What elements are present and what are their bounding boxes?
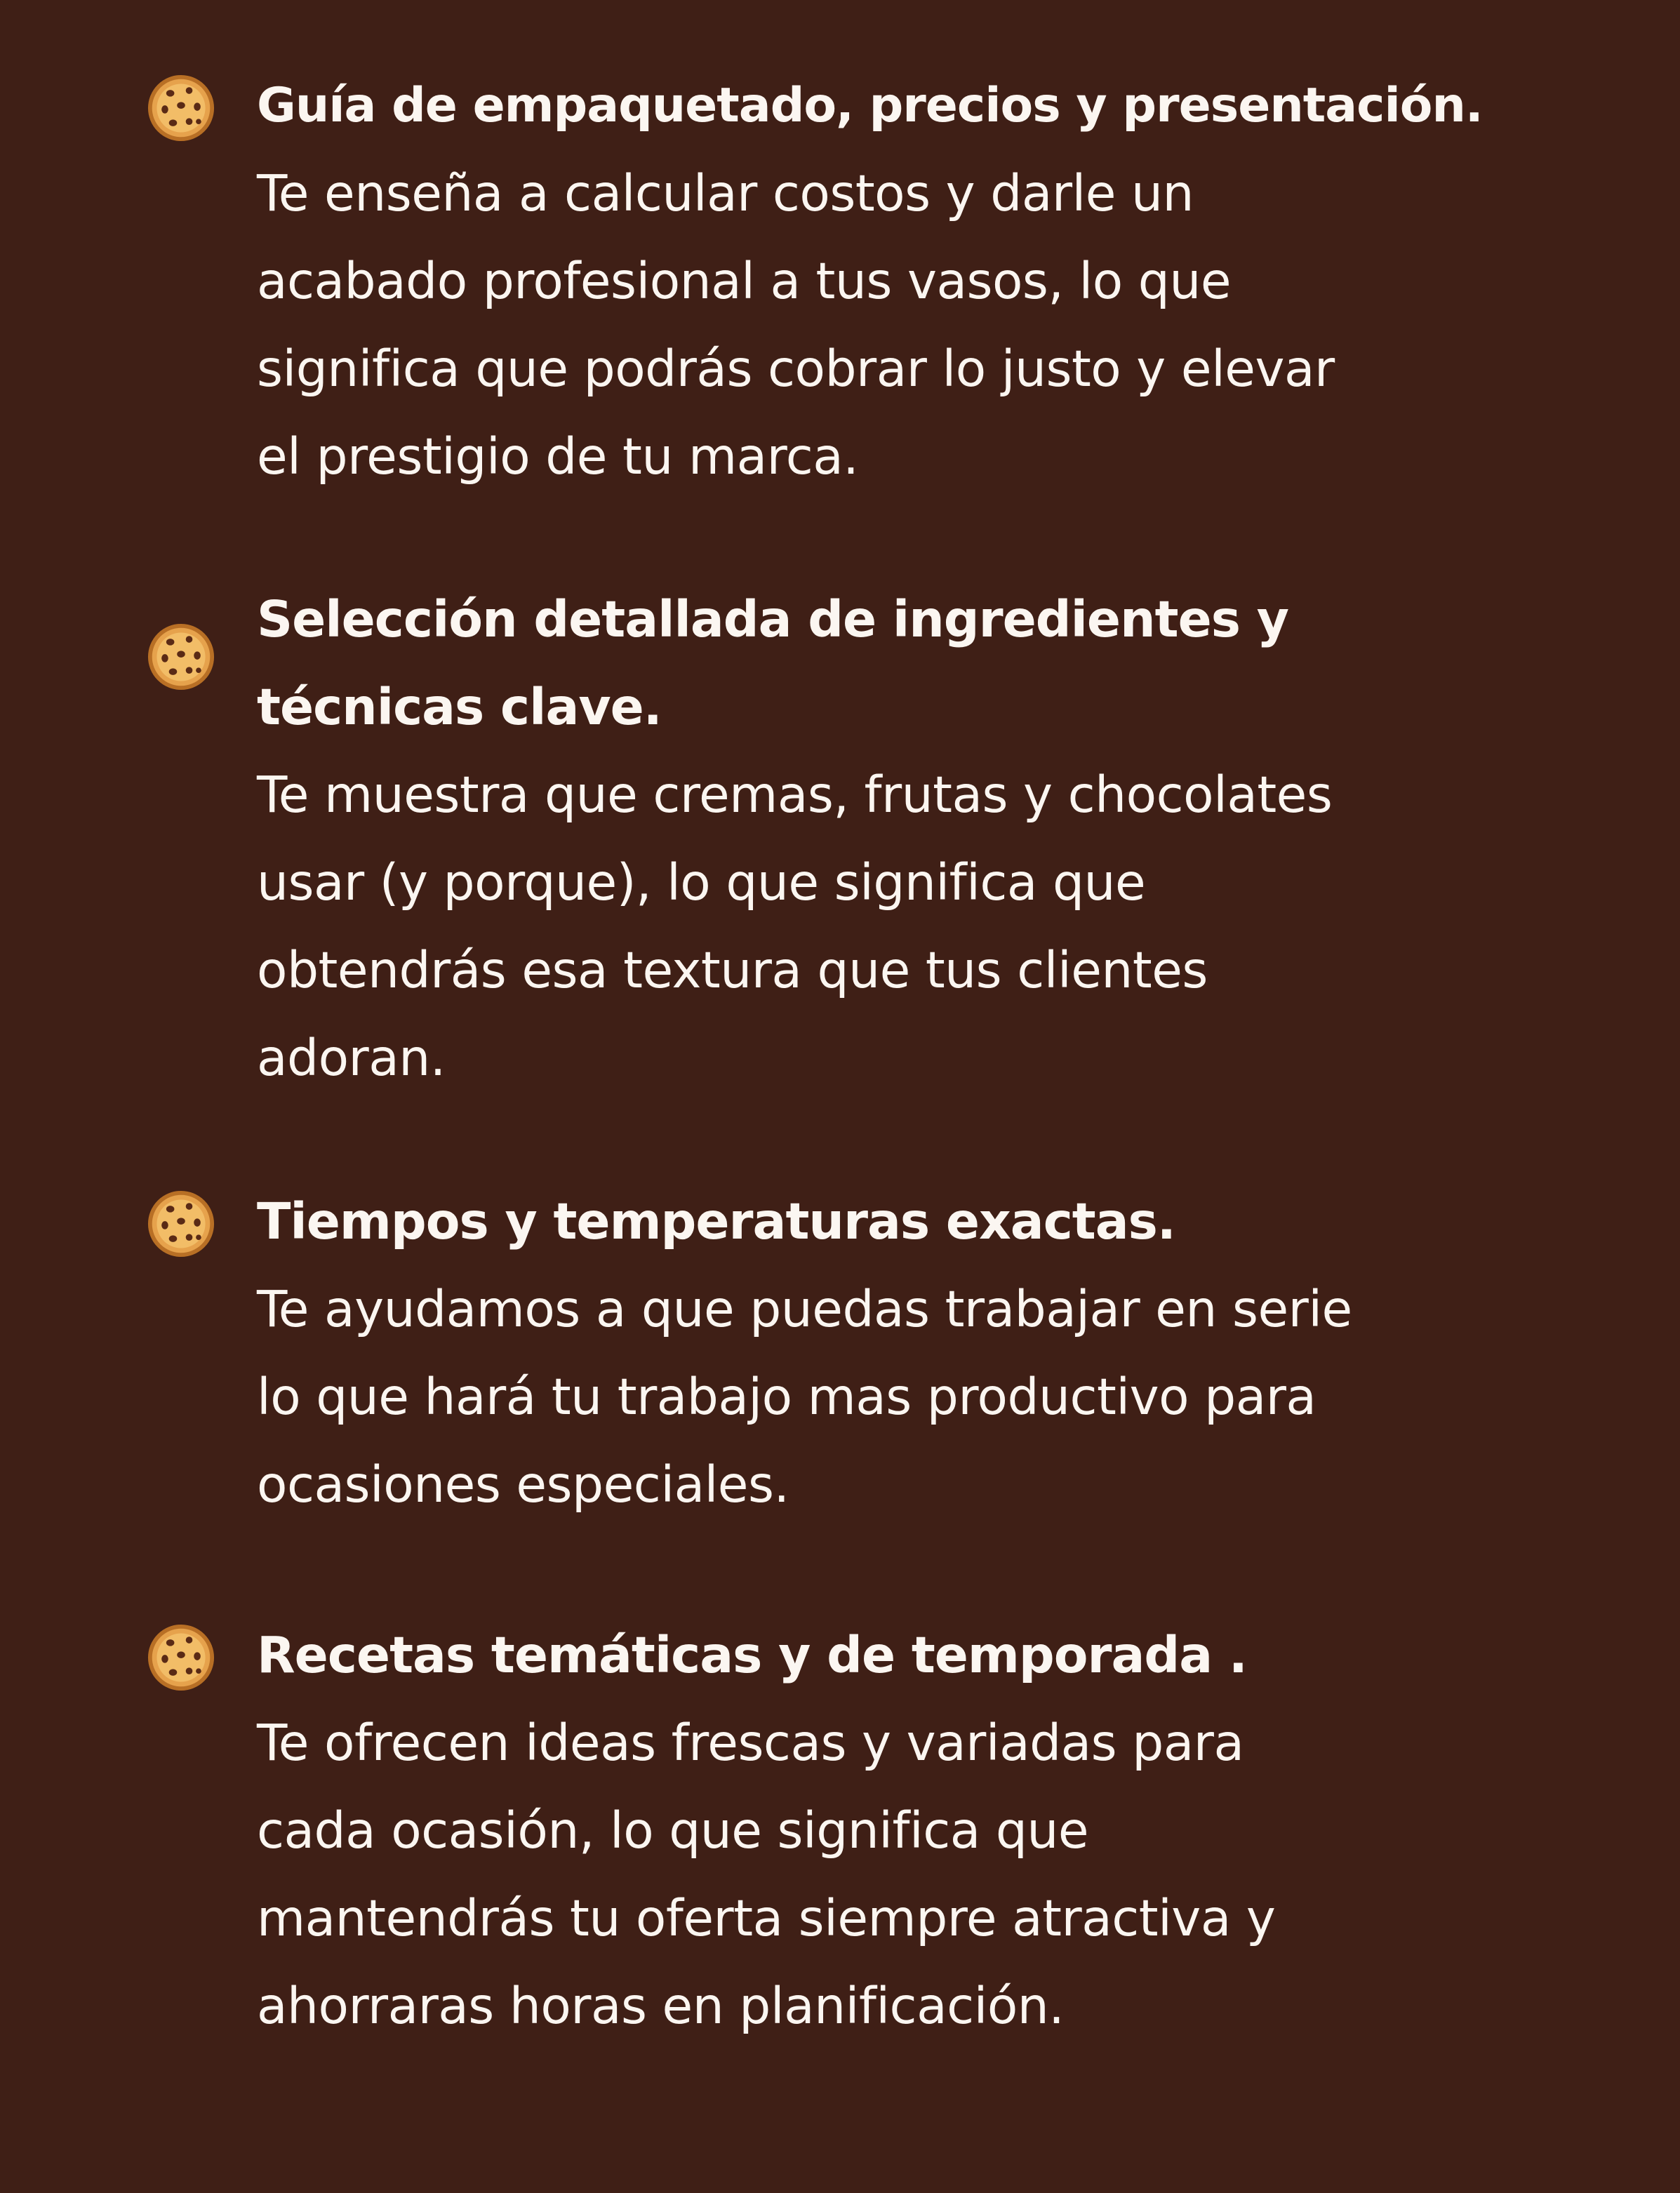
benefit-title: Tiempos y temperaturas exactas.: [257, 1192, 1175, 1251]
benefit-text: [257, 1178, 1625, 1528]
benefit-description: Te muestra que cremas, frutas y chocolates usar (y porque), lo que significa que obtendrás esa textura que tus clientes adoran.: [257, 766, 1333, 1087]
benefit-text: [257, 575, 1625, 1102]
cookie-icon: [147, 1190, 215, 1258]
benefit-title: Guía de empaquetado, precios y presentación.: [257, 78, 1483, 133]
benefit-title: Selección detallada de ingredientes y técnicas clave.: [257, 590, 1288, 736]
benefit-title: Recetas temáticas y de temporada .: [257, 1626, 1247, 1684]
benefit-description: Te enseña a calcular costos y darle un acabado profesional a tus vasos, lo que significa que podrás cobrar lo justo y elevar el prestigio de tu marca.: [257, 164, 1335, 486]
cookie-icon: [147, 1624, 215, 1691]
benefit-description: Te ofrecen ideas frescas y variadas para cada ocasión, lo que significa que mantendrás tu oferta siempre atractiva y ahorraras horas en planificación.: [257, 1714, 1276, 2035]
benefit-text: [257, 62, 1625, 500]
cookie-icon: [147, 74, 215, 142]
benefit-description: Te ayudamos a que puedas trabajar en serie lo que hará tu trabajo mas productivo para ocasiones especiales.: [257, 1280, 1352, 1514]
benefit-text: [257, 1611, 1625, 2050]
cookie-icon: [147, 623, 215, 691]
